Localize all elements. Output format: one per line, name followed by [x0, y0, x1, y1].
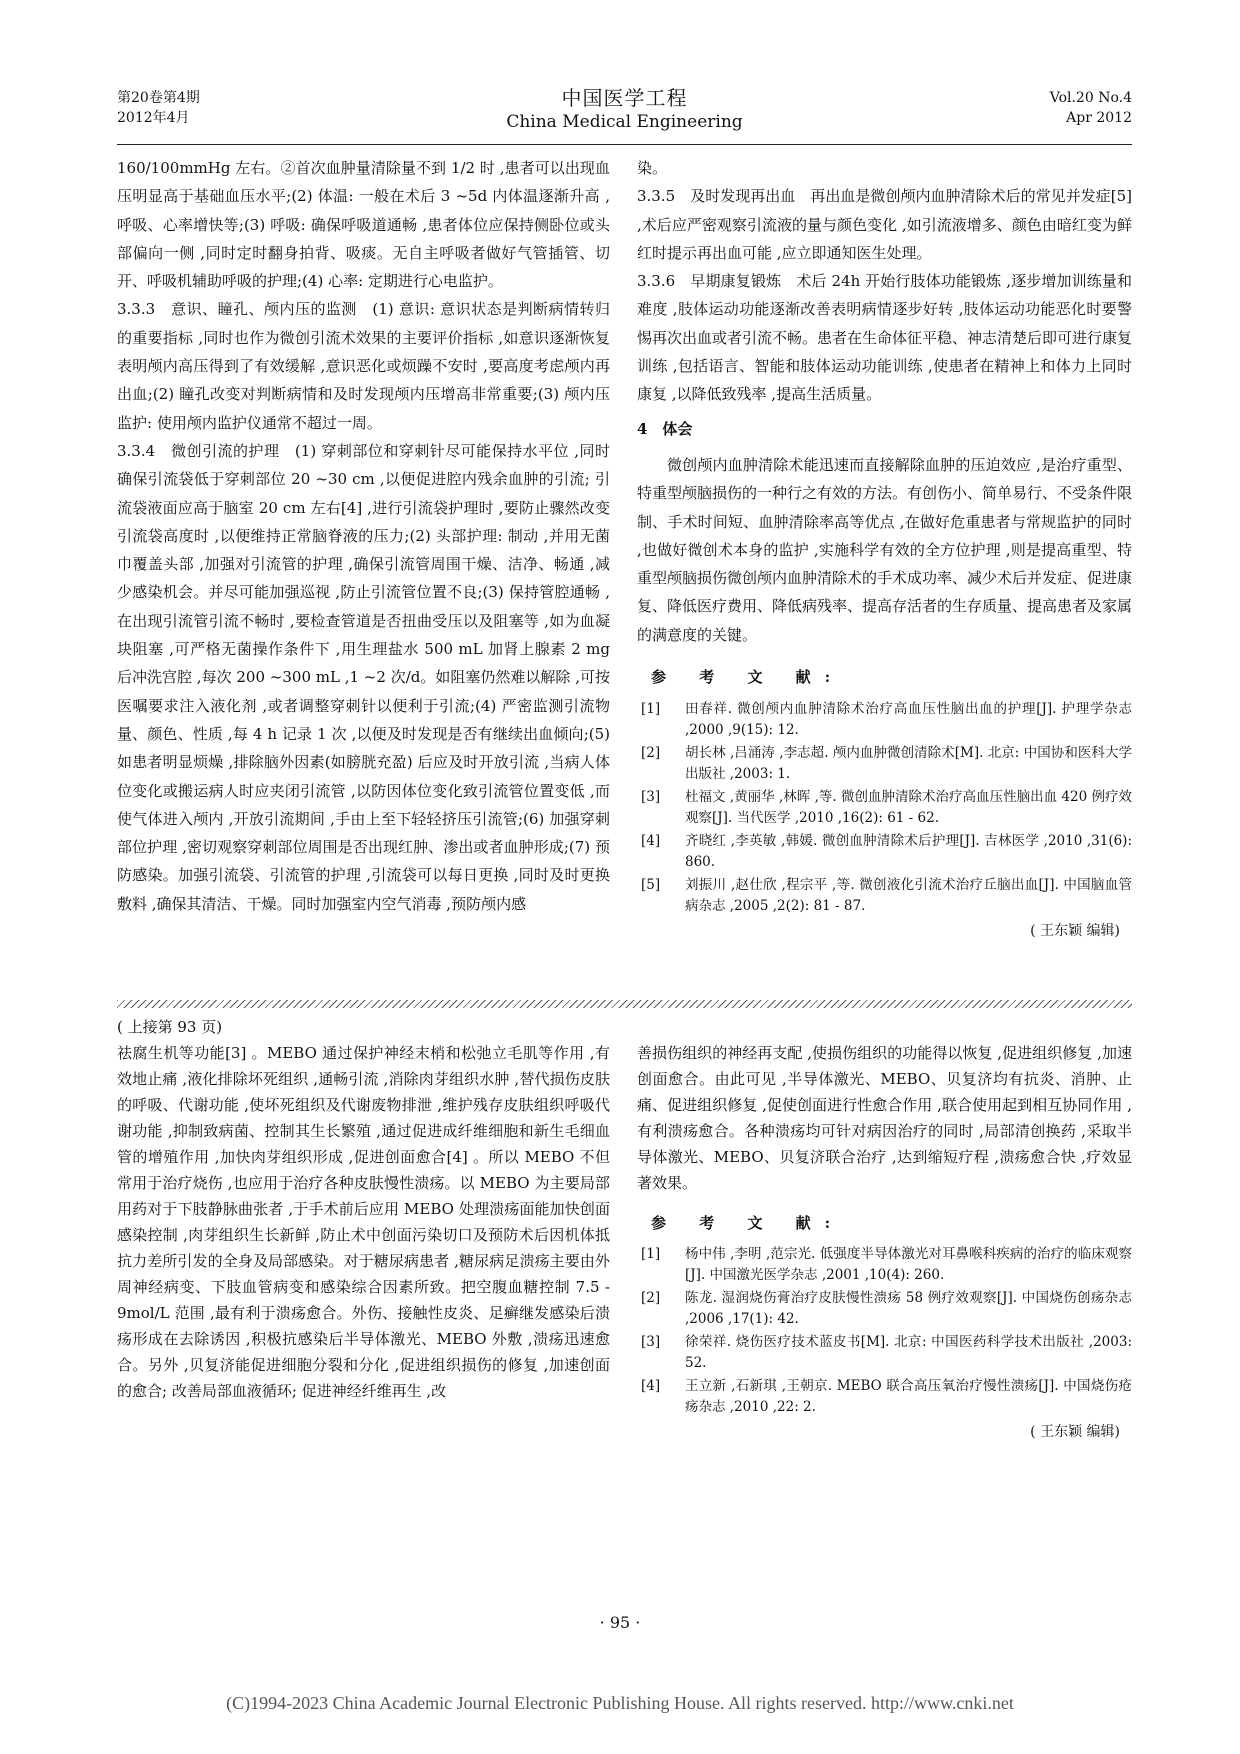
date-en: Apr 2012	[1066, 110, 1132, 126]
date-cn: 2012年4月	[117, 110, 190, 126]
paragraph-vitals: 160/100mmHg 左右。②首次血肿量清除量不到 1/2 时 ,患者可以出现血压明显高于基础血压水平;(2) 体温: 一般在术后 3 ~5d 内体温逐渐升高 ,呼吸、心率增快等;(3) 呼吸: 确保呼吸道通畅 ,患者体位应保持侧卧位或头部偏向一侧 ,同时定时翻身拍背、吸痰。无自主呼吸者做好气管插管、切开、呼吸机辅助呼吸的护理;(4) 心率: 定期进行心电监护。	[117, 159, 610, 291]
reference-list	[637, 699, 1132, 917]
volume-issue-cn: 第20卷第4期	[117, 90, 200, 106]
references-heading: 参 考 文 献:	[651, 668, 845, 687]
reference-number: [5]	[641, 877, 661, 894]
paragraph-continued: 染。	[637, 159, 668, 177]
section-4-heading: 4 体会	[637, 419, 693, 438]
reference-number: [4]	[641, 1378, 661, 1394]
paragraph-3-3-4: 3.3.4 微创引流的护理 (1) 穿刺部位和穿刺针尽可能保持水平位 ,同时确保引流袋低于穿刺部位 20 ~30 cm ,以便促进腔内残余血肿的引流; 引流袋液面应高于脑室 20 cm 左右[4] ,进行引流袋护理时 ,要防止骤然改变引流袋高度时 ,以便维持正常脑脊液的压力;(2) 头部护理: 制动 ,并用无菌巾覆盖头部 ,加强对引流管的护理 ,确保引流管周围干燥、洁净、畅通 ,减少感染机会。并尽可能加强巡视 ,防止引流管位置不良;(3) 保持管腔通畅 ,在出现引流管引流不畅时 ,要检查管道是否扭曲受压以及阻塞等 ,如为血凝块阻塞 ,可严格无菌操作条件下 ,用生理盐水 500 mL 加肾上腺素 2 mg 后冲洗宫腔 ,每次 200 ~300 mL ,1 ~2 次/d。如阻塞仍然难以解除 ,可按医嘱要求注入液化剂 ,或者调整穿刺针以便利于引流;(4) 严密监测引流物量、颜色、性质 ,每 4 h 记录 1 次 ,以便及时发现是否有继续出血倾向;(5) 如患者明显烦燥 ,排除脑外因素(如膀胱充盈) 后应及时开放引流 ,当病人体位变化或搬运病人时应夹闭引流管 ,以防因体位变化致引流管位置变低 ,而使气体进入颅内 ,开放引流期间 ,手由上至下轻轻挤压引流管;(6) 加强穿刺部位护理 ,密切观察穿刺部位周围是否出现红肿、渗出或者血肿形成;(7) 预防感染。加强引流袋、引流管的护理 ,引流袋可以每日更换 ,同时及时更换敷料 ,确保其清洁、干燥。同时加强室内空气消毒 ,预防颅内感	[117, 441, 610, 913]
reference-number: [3]	[641, 789, 661, 806]
left-column	[117, 154, 610, 918]
paragraph-3-3-6: 3.3.6 早期康复锻炼 术后 24h 开始行肢体功能锻炼 ,逐步增加训练量和难度 ,肢体运动功能逐渐改善表明病情逐步好转 ,肢体运动功能恶化时要警惕再次出血或者引流不畅。患者在生命体征平稳、神志清楚后即可进行康复训练 ,包括语言、智能和肢体运动功能训练 ,使患者在精神上和体力上同时康复 ,以降低致残率 ,提高生活质量。	[637, 272, 1133, 404]
continued-paragraph: 祛腐生机等功能[3] 。MEBO 通过保护神经末梢和松弛立毛肌等作用 ,有效地止痛 ,液化排除坏死组织 ,通畅引流 ,消除肉芽组织水肿 ,替代损伤皮肤的呼吸、代谢功能 ,使坏死组织及代谢废物排泄 ,维护残存皮肤组织呼吸代谢功能 ,抑制致病菌、控制其生长繁殖 ,通过促进成纤维细胞和新生毛细血管的增殖作用 ,加快肉芽组织形成 ,促进创面愈合[4] 。所以 MEBO 不但常用于治疗烧伤 ,也应用于治疗各种皮肤慢性溃疡。以 MEBO 为主要局部用药对于下肢静脉曲张者 ,于手术前后应用 MEBO 处理溃疡面能加快创面感染控制 ,肉芽组织生长新鲜 ,防止术中创面污染切口及预防术后因机体抵抗力差所引发的全身及局部感染。对于糖尿病患者 ,糖尿病足溃疡主要由外周神经病变、下肢血管病变和感染综合因素所致。把空腹血糖控制 7.5 - 9mol/L 范围 ,最有利于溃疡愈合。外伤、接触性皮炎、足癣继发感染后溃疡形成在去除诱因 ,积极抗感染后半导体激光、MEBO 外敷 ,溃疡迅速愈合。另外 ,贝复济能促进细胞分裂和分化 ,促进组织损伤的修复 ,加速创面的愈合; 改善局部血液循环; 促进神经纤维再生 ,改	[117, 1044, 610, 1400]
reference-number: [1]	[641, 1246, 661, 1262]
paragraph-3-3-5: 3.3.5 及时发现再出血 再出血是微创颅内血肿清除术后的常见并发症[5] ,术后应严密观察引流液的量与颜色变化 ,如引流液增多、颜色由暗红变为鲜红时提示再出血可能 ,应立即通知医生处理。	[637, 187, 1132, 262]
article-separator	[117, 1000, 1132, 1008]
reference-number: [4]	[641, 833, 661, 850]
bottom-right-column	[637, 1040, 1132, 1444]
journal-title-cn: 中国医学工程	[561, 86, 688, 110]
reference-item	[637, 787, 1132, 829]
editor-credit-2: ( 王东颖 编辑)	[1030, 1424, 1120, 1440]
reference-number: [2]	[641, 1290, 661, 1306]
reference-text: 胡长林 ,吕涌涛 ,李志超. 颅内血肿微创清除术[M]. 北京: 中国协和医科大学出版社 ,2003: 1.	[685, 745, 1132, 783]
reference-item	[637, 743, 1132, 785]
reference-item	[637, 875, 1132, 917]
right-column	[637, 154, 1132, 943]
reference-item	[637, 1288, 1132, 1330]
reference-item	[637, 1376, 1132, 1418]
reference-text: 徐荣祥. 烧伤医疗技术蓝皮书[M]. 北京: 中国医药科学技术出版社 ,2003: 52.	[685, 1334, 1132, 1371]
paragraph-3-3-3: 3.3.3 意识、瞳孔、颅内压的监测 (1) 意识: 意识状态是判断病情转归的重要指标 ,同时也作为微创引流术效果的主要评价指标 ,如意识逐渐恢复表明颅内高压得到了有效缓解 ,意识恶化或烦躁不安时 ,要高度考虑颅内再出血;(2) 瞳孔改变对判断病情和及时发现颅内压增高非常重要;(3) 颅内压监护: 使用颅内监护仪通常不超过一周。	[117, 300, 610, 432]
running-header	[117, 88, 1132, 140]
header-rule	[117, 144, 1132, 145]
reference-text: 刘振川 ,赵仕欣 ,程宗平 ,等. 微创液化引流术治疗丘脑出血[J]. 中国脑血管病杂志 ,2005 ,2(2): 81 - 87.	[685, 877, 1132, 915]
reference-item	[637, 1244, 1132, 1286]
reference-item	[637, 699, 1132, 741]
reference-text: 王立新 ,石新琪 ,王朝京. MEBO 联合高压氧治疗慢性溃疡[J]. 中国烧伤疮疡杂志 ,2010 ,22: 2.	[685, 1378, 1132, 1415]
reference-text: 田春祥. 微创颅内血肿清除术治疗高血压性脑出血的护理[J]. 护理学杂志 ,2000 ,9(15): 12.	[685, 701, 1132, 739]
section-4-body: 微创颅内血肿清除术能迅速而直接解除血肿的压迫效应 ,是治疗重型、特重型颅脑损伤的一种行之有效的方法。有创伤小、简单易行、不受条件限制、手术时间短、血肿清除率高等优点 ,在做好危重患者与常规监护的同时 ,也做好微创术本身的监护 ,实施科学有效的全方位护理 ,则是提高重型、特重型颅脑损伤微创颅内血肿清除术的手术成功率、减少术后并发症、促进康复、降低医疗费用、降低病残率、提高存活者的生存质量、提高患者及家属的满意度的关键。	[637, 455, 1133, 644]
reference-text: 陈龙. 湿润烧伤膏治疗皮肤慢性溃疡 58 例疗效观察[J]. 中国烧伤创疡杂志 ,2006 ,17(1): 42.	[685, 1290, 1132, 1327]
header-center	[117, 86, 1132, 134]
conclusion-paragraph: 善损伤组织的神经再支配 ,使损伤组织的功能得以恢复 ,促进组织修复 ,加速创面愈合。由此可见 ,半导体激光、MEBO、贝复济均有抗炎、消肿、止痛、促进组织修复 ,促使创面进行性愈合作用 ,联合使用起到相互协同作用 ,有利溃疡愈合。各种溃疡均可针对病因治疗的同时 ,局部清创换药 ,采取半导体激光、MEBO、贝复济联合治疗 ,达到缩短疗程 ,溃疡愈合快 ,疗效显著效果。	[637, 1044, 1132, 1192]
references-heading-2: 参 考 文 献:	[651, 1214, 845, 1232]
volume-issue-en: Vol.20 No.4	[1049, 90, 1132, 106]
reference-item	[637, 831, 1132, 873]
reference-text: 齐晓红 ,李英敏 ,韩媛. 微创血肿清除术后护理[J]. 吉林医学 ,2010 ,31(6): 860.	[685, 833, 1132, 871]
continued-from-label: ( 上接第 93 页)	[117, 1018, 223, 1036]
reference-number: [3]	[641, 1334, 661, 1350]
reference-number: [1]	[641, 701, 661, 718]
reference-number: [2]	[641, 745, 661, 762]
page-number: · 95 ·	[599, 1613, 641, 1632]
reference-text: 杨中伟 ,李明 ,范宗光. 低强度半导体激光对耳鼻喉科疾病的治疗的临床观察[J]. 中国激光医学杂志 ,2001 ,10(4): 260.	[685, 1246, 1132, 1283]
journal-title-en: China Medical Engineering	[506, 112, 743, 132]
bottom-left-column	[117, 1014, 610, 1404]
editor-credit: ( 王东颖 编辑)	[1030, 923, 1120, 940]
reference-item	[637, 1332, 1132, 1374]
header-right	[1050, 88, 1132, 128]
copyright-footer: (C)1994-2023 China Academic Journal Electronic Publishing House. All rights reserved. http://www.cnki.net	[226, 1693, 1014, 1713]
reference-text: 杜福文 ,黄丽华 ,林晖 ,等. 微创血肿清除术治疗高血压性脑出血 420 例疗效观察[J]. 当代医学 ,2010 ,16(2): 61 - 62.	[685, 789, 1132, 827]
reference-list-2	[637, 1244, 1132, 1418]
